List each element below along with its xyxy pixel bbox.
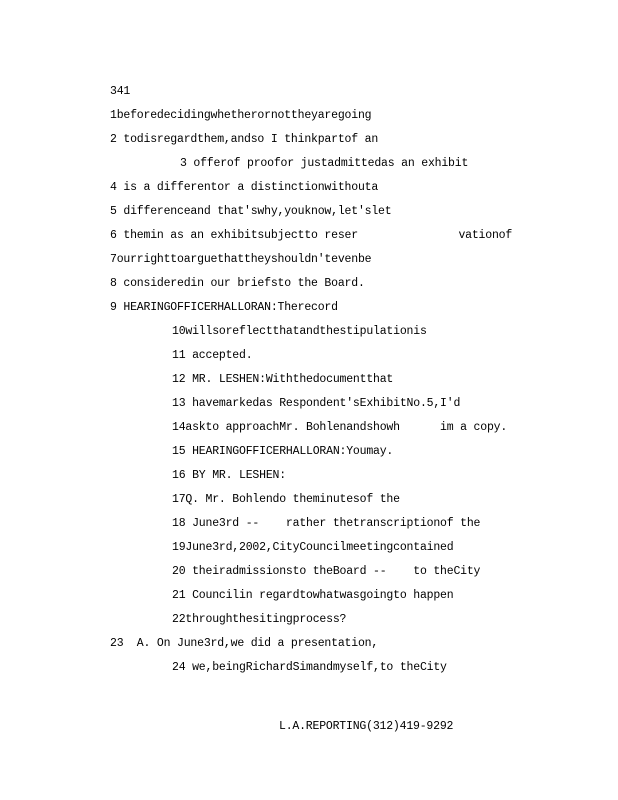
transcript-line-15: 15 HEARINGOFFICERHALLORAN:Youmay. xyxy=(172,445,394,458)
transcript-line-11: 11 accepted. xyxy=(172,349,253,362)
transcript-line-23: 23 A. On June3rd,we did a presentation, xyxy=(110,637,379,650)
transcript-line-1: 1beforedecidingwhetherornottheyaregoing xyxy=(110,109,372,122)
transcript-line-14: 14askto approachMr. Bohlenandshowh im a copy. xyxy=(172,421,508,434)
transcript-line-9: 9 HEARINGOFFICERHALLORAN:Therecord xyxy=(110,301,338,314)
transcript-line-13: 13 havemarkedas Respondent'sExhibitNo.5,I'd xyxy=(172,397,461,410)
transcript-line-18: 18 June3rd -- rather thetranscriptionof the xyxy=(172,517,481,530)
transcript-line-4: 4 is a differentor a distinctionwithouta xyxy=(110,181,379,194)
transcript-line-24: 24 we,beingRichardSimandmyself,to theCity xyxy=(172,661,447,674)
transcript-line-3: 3 offerof proofor justadmittedas an exhibit xyxy=(180,157,469,170)
transcript-line-10: 10willsoreflectthatandthestipulationis xyxy=(172,325,427,338)
transcript-line-6: 6 themin as an exhibitsubjectto reser vationof xyxy=(110,229,513,242)
transcript-line-7: 7ourrighttoarguethattheyshouldn'tevenbe xyxy=(110,253,372,266)
transcript-line-12: 12 MR. LESHEN:Withthedocumentthat xyxy=(172,373,394,386)
transcript-line-19: 19June3rd,2002,CityCouncilmeetingcontained xyxy=(172,541,454,554)
transcript-line-16: 16 BY MR. LESHEN: xyxy=(172,469,286,482)
page-number: 341 xyxy=(110,85,131,98)
transcript-line-2: 2 todisregardthem,andso I thinkpartof an xyxy=(110,133,379,146)
transcript-line-21: 21 Councilin regardtowhatwasgoingto happen xyxy=(172,589,454,602)
transcript-line-5: 5 differenceand that'swhy,youknow,let'slet xyxy=(110,205,392,218)
transcript-line-20: 20 theiradmissionsto theBoard -- to theCity xyxy=(172,565,481,578)
transcript-line-17: 17Q. Mr. Bohlendo theminutesof the xyxy=(172,493,400,506)
transcript-line-8: 8 consideredin our briefsto the Board. xyxy=(110,277,365,290)
page-footer: L.A.REPORTING(312)419-9292 xyxy=(279,720,454,733)
transcript-line-22: 22throughthesitingprocess? xyxy=(172,613,347,626)
